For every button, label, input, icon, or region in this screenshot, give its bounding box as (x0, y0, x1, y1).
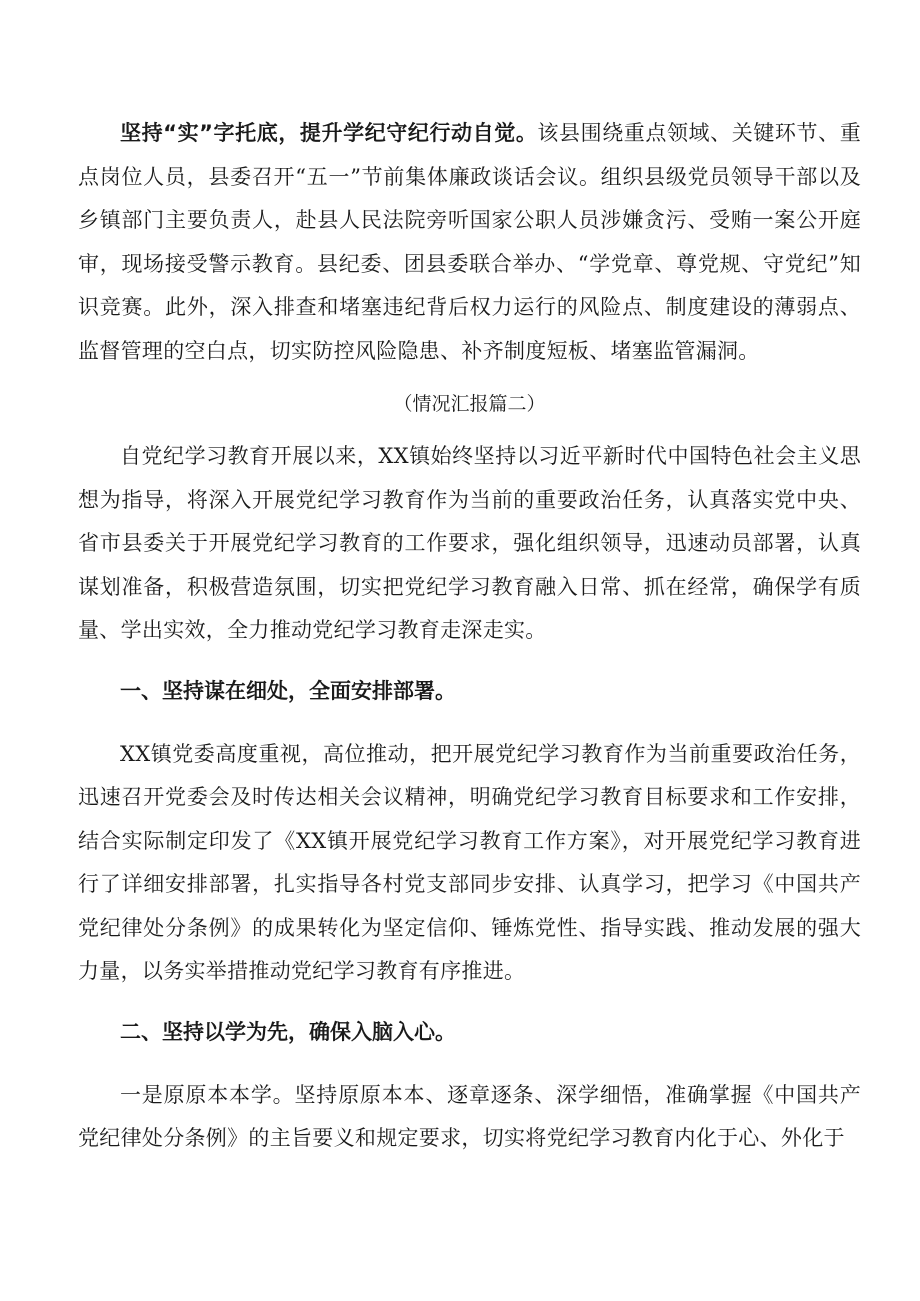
section1-body: 该县围绕重点领域、关键环节、重点岗位人员，县委召开“五一”节前集体廉政谈话会议。组织县级党员领导干部以及乡镇部门主要负责人，赴县人民法院旁听国家公职人员涉嫌贪污、受贿一案公开庭审，现场接受警示教育。县纪委、团县委联合举办、“学党章、尊党规、守党纪”知识竞赛。此外，深入排查和堵塞违纪背后权力运行的风险点、制度建设的薄弱点、监督管理的空白点，切实防控风险隐患、补齐制度短板、堵塞监管漏洞。 (78, 121, 861, 363)
intro-paragraph: 自党纪学习教育开展以来，XX镇始终坚持以习近平新时代中国特色社会主义思想为指导，将深入开展党纪学习教育作为当前的重要政治任务，认真落实党中央、省市县委关于开展党纪学习教育的工作要求，强化组织领导，迅速动员部署，认真谋划准备，积极营造氛围，切实把党纪学习教育融入日常、抓在经常，确保学有质量、学出实效，全力推动党纪学习教育走深走实。 (78, 444, 861, 642)
heading-two: 二、坚持以学为先，确保入脑入心。 (120, 1019, 456, 1044)
report-subtitle: （情况汇报篇二） (393, 393, 546, 415)
heading-one: 一、坚持谋在细处，全面安排部署。 (120, 678, 456, 703)
section1-lead: 坚持“实”字托底，提升学纪守纪行动自觉。 (120, 121, 538, 145)
paragraph-one: XX镇党委高度重视，高位推动，把开展党纪学习教育作为当前重要政治任务，迅速召开党委会及时传达相关会议精神，明确党纪学习教育目标要求和工作安排，结合实际制定印发了《XX镇开展党纪学习教育工作方案》，对开展党纪学习教育进行了详细安排部署，扎实指导各村党支部同步安排、认真学习，把学习《中国共产党纪律处分条例》的成果转化为坚定信仰、锤炼党性、指导实践、推动发展的强大力量，以务实举措推动党纪学习教育有序推进。 (78, 741, 861, 983)
paragraph-two: 一是原原本本学。坚持原原本本、逐章逐条、深学细悟，准确掌握《中国共产党纪律处分条例》的主旨要义和规定要求，切实将党纪学习教育内化于心、外化于 (78, 1082, 861, 1150)
section1-paragraph (78, 112, 861, 373)
document-page (78, 112, 861, 1161)
